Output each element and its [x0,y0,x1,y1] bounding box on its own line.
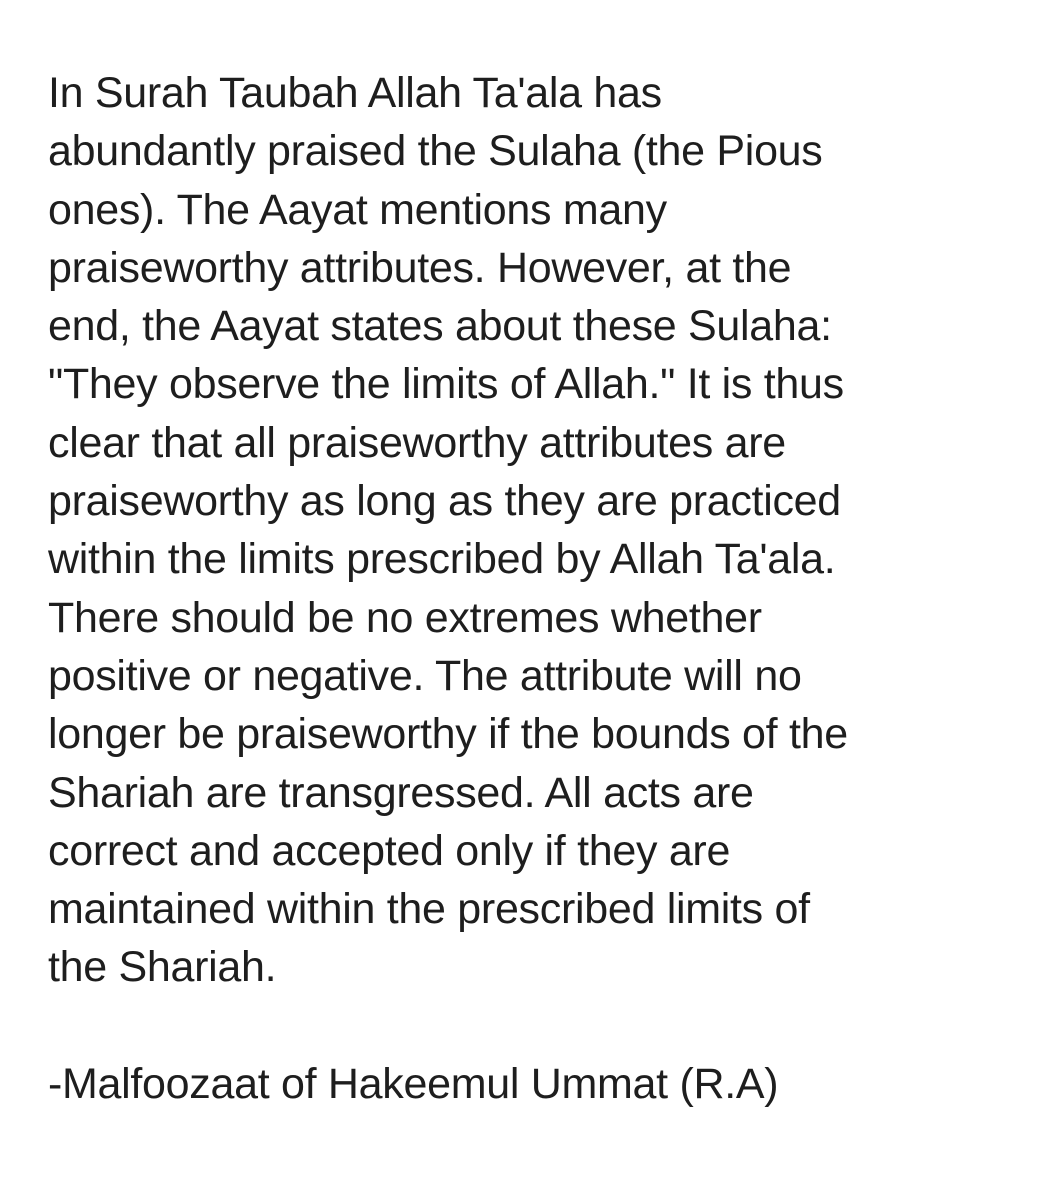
quote-line: praiseworthy as long as they are practiced [48,477,841,526]
quote-text-block [48,64,1038,1113]
quote-paragraph [48,64,1038,997]
quote-line: end, the Aayat states about these Sulaha: [48,302,832,351]
quote-line: clear that all praiseworthy attributes are [48,418,786,467]
quote-line: ones). The Aayat mentions many [48,185,667,234]
quote-line: abundantly praised the Sulaha (the Pious [48,127,823,176]
quote-line: longer be praiseworthy if the bounds of the [48,710,848,759]
quote-line: Shariah are transgressed. All acts are [48,768,754,817]
quote-line: correct and accepted only if they are [48,826,731,875]
quote-attribution: -Malfoozaat of Hakeemul Ummat (R.A) [48,1059,779,1108]
quote-line: the Shariah. [48,943,277,992]
quote-line: "They observe the limits of Allah." It is thus [48,360,844,409]
quote-line: maintained within the prescribed limits of [48,885,810,934]
quote-line: In Surah Taubah Allah Ta'ala has [48,69,662,117]
quote-line: There should be no extremes whether [48,593,762,642]
quote-line: within the limits prescribed by Allah Ta'ala. [48,535,836,584]
quote-line: praiseworthy attributes. However, at the [48,243,792,292]
quote-line: positive or negative. The attribute will no [48,651,802,700]
